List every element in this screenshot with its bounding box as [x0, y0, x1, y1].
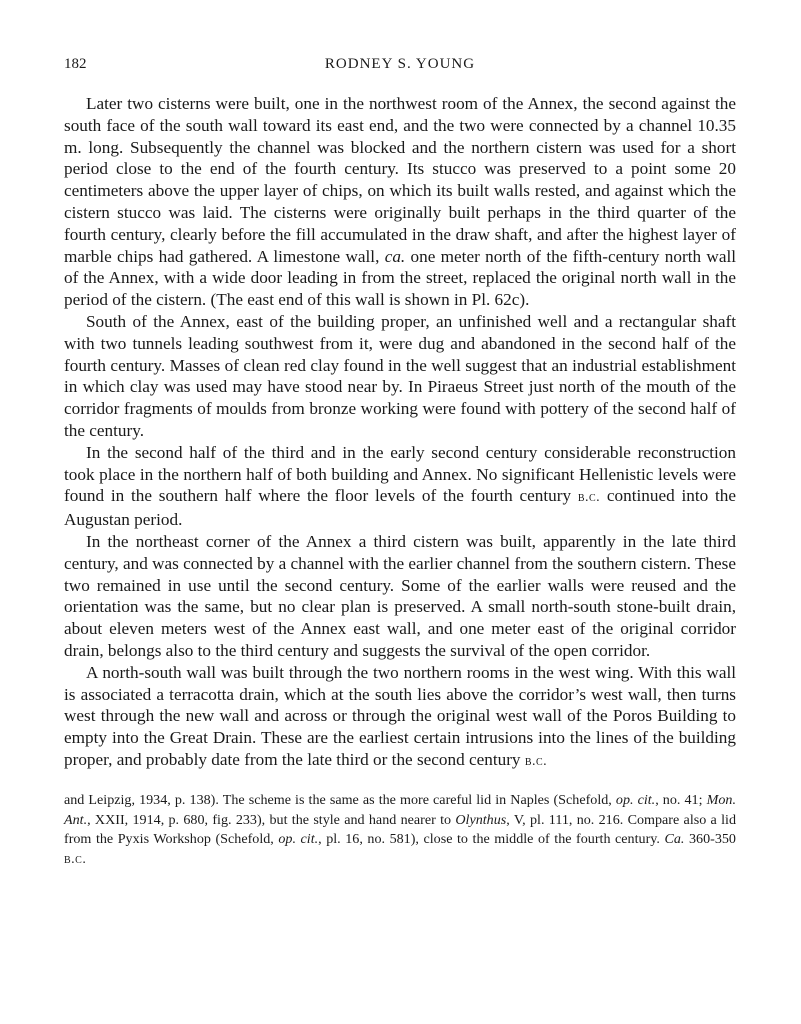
paragraph [64, 93, 736, 311]
text-run: , no. 41; [655, 791, 707, 808]
body-text [64, 93, 736, 773]
paragraph [64, 531, 736, 662]
text-run: , V, pl. 111, no. 216. Compare also a lid from the Pyxis Workshop (Schefold, [64, 811, 736, 848]
page [64, 56, 736, 870]
footnote-text [64, 791, 736, 870]
italic-text: Ca. [664, 831, 685, 848]
text-run: In the second half of the third and in the early second century considerable reconstruction took place in the northern half of both building and Annex. No significant Hellenistic levels were found in the southern half where the floor levels of the fourth century [64, 442, 736, 506]
italic-text: Mon. Ant. [64, 791, 736, 828]
small-caps-text: b.c. [577, 490, 601, 506]
text-run: and Leipzig, 1934, p. 138). The scheme is the same as the more careful lid in Naples (Schefold, [64, 791, 616, 808]
text-run: Later two cisterns were built, one in the northwest room of the Annex, the second against the south face of the south wall toward its east end, and the two were connected by a channel 10.35 m. long. Subsequently the channel was blocked and the northern cistern was used for a short period close to the end of the fourth century. Its stucco was preserved to a point some 20 centimeters above the upper layer of chips, on which its built walls rested, and against which the cistern stucco was laid. The cisterns were originally built perhaps in the third quarter of the fourth century, clearly before the fill accumulated in the draw shaft, and after the highest layer of marble chips had gathered. A limestone wall, [64, 94, 736, 266]
text-run: South of the Annex, east of the building proper, an unfinished well and a rectangular shaft with two tunnels leading southwest from it, were dug and abandoned in the second half of the fourth century. Masses of clean red clay found in the well suggest that an industrial establishment in which clay was used may have stood near by. In Piraeus Street just north of the mouth of the corridor fragments of moulds from bronze working were found with pottery of the second half of the century. [64, 311, 736, 440]
italic-text: ca. [384, 246, 406, 266]
paragraph [64, 442, 736, 531]
text-run: one meter north of the fifth-century north wall of the Annex, with a wide door leading in from the street, replaced the original north wall in the period of the cistern. (The east end of this wall is shown in Pl. 62c). [64, 246, 736, 310]
page-header [64, 56, 736, 80]
paragraph [64, 662, 736, 773]
footnote [64, 791, 736, 870]
small-caps-text: b.c. [524, 753, 548, 769]
text-run: , XXII, 1914, p. 680, fig. 233), but the style and hand nearer to [87, 811, 456, 828]
running-head: RODNEY S. YOUNG [324, 56, 476, 72]
text-run: , pl. 16, no. 581), close to the middle of the fourth century. [318, 831, 665, 848]
paragraph [64, 311, 736, 442]
italic-text: Olynthus [455, 811, 507, 828]
italic-text: op. cit. [615, 791, 656, 808]
small-caps-text: b.c. [64, 852, 87, 868]
text-run: 360-350 [684, 831, 736, 848]
text-run: continued into the Augustan period. [64, 486, 736, 530]
text-run: In the northeast corner of the Annex a third cistern was built, apparently in the late third century, and was connected by a channel with the earlier channel from the southern cistern. These two remained in use until the second century. Some of the earlier walls were reused and the orientation was the same, but no clear plan is preserved. A small north-south stone-built drain, about eleven meters west of the Annex east wall, and one meter east of the original corridor drain, belongs also to the third century and suggests the survival of the open corridor. [64, 531, 736, 660]
page-number: 182 [64, 56, 87, 72]
text-run: A north-south wall was built through the two northern rooms in the west wing. With this wall is associated a terracotta drain, which at the south lies above the corridor’s west wall, then turns west through the new wall and across or through the original west wall of the Poros Building to empty into the Great Drain. These are the earliest certain intrusions into the lines of the building proper, and probably date from the late third or the second century [64, 662, 736, 769]
italic-text: op. cit. [278, 831, 319, 848]
